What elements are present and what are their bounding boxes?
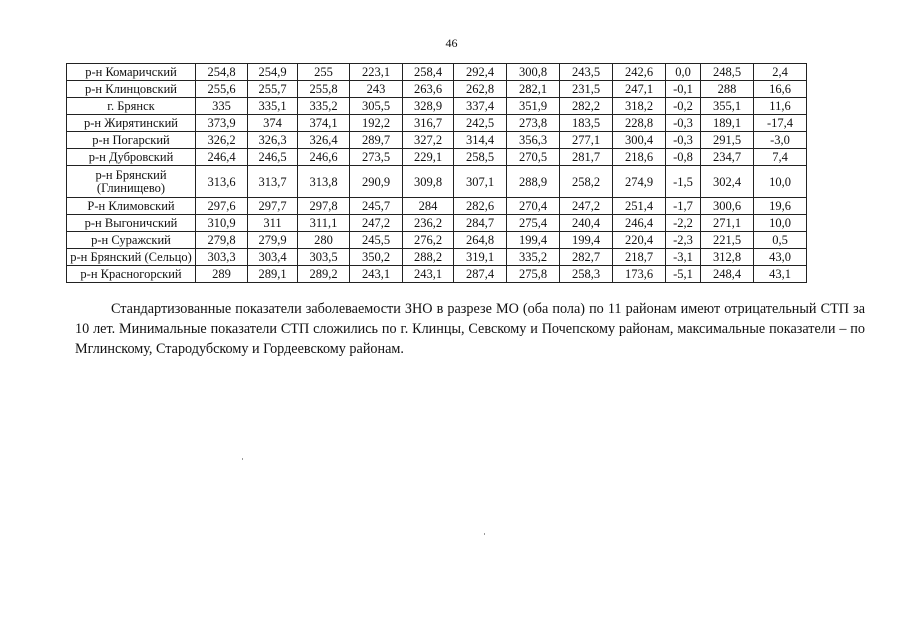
value-cell: 303,4 <box>248 249 298 266</box>
district-name-cell: Р-н Климовский <box>67 198 196 215</box>
district-name-cell: р-н Комаричский <box>67 64 196 81</box>
value-cell: 218,7 <box>613 249 666 266</box>
value-cell: 282,7 <box>560 249 613 266</box>
value-cell: 282,2 <box>560 98 613 115</box>
value-cell: 309,8 <box>403 166 454 198</box>
value-cell: 246,4 <box>613 215 666 232</box>
value-cell: 255,8 <box>298 81 350 98</box>
value-cell: 0,5 <box>754 232 807 249</box>
value-cell: 234,7 <box>701 149 754 166</box>
value-cell: 247,2 <box>350 215 403 232</box>
scan-speck <box>242 458 243 460</box>
table-row <box>67 64 807 81</box>
value-cell: 255,6 <box>196 81 248 98</box>
value-cell: 255,7 <box>248 81 298 98</box>
value-cell: 300,8 <box>507 64 560 81</box>
value-cell: 356,3 <box>507 132 560 149</box>
table-row <box>67 81 807 98</box>
value-cell: -0,3 <box>666 132 701 149</box>
value-cell: 284,7 <box>454 215 507 232</box>
value-cell: 270,5 <box>507 149 560 166</box>
table-row <box>67 98 807 115</box>
body-paragraph <box>75 299 865 359</box>
paragraph-text: Стандартизованные показатели заболеваемости ЗНО в разрезе МО (оба пола) по 11 районам имеют отрицательный СТП за 10 лет. Минимальные показатели СТП сложились по г. Клинцы, Севскому и Почепскому районам, максимальные показатели – по Мглинскому, Стародубскому и Гордеевскому районам. <box>75 301 865 357</box>
value-cell: 173,6 <box>613 266 666 283</box>
value-cell: 248,4 <box>701 266 754 283</box>
value-cell: 246,4 <box>196 149 248 166</box>
value-cell: 19,6 <box>754 198 807 215</box>
value-cell: 218,6 <box>613 149 666 166</box>
district-name-cell: р-н Брянский (Глинищево) <box>67 166 196 198</box>
district-name-cell: р-н Жирятинский <box>67 115 196 132</box>
value-cell: 302,4 <box>701 166 754 198</box>
value-cell: 245,5 <box>350 232 403 249</box>
value-cell: -1,7 <box>666 198 701 215</box>
value-cell: -3,1 <box>666 249 701 266</box>
value-cell: 10,0 <box>754 166 807 198</box>
page-number: 46 <box>445 36 458 50</box>
district-name-cell: р-н Дубровский <box>67 149 196 166</box>
value-cell: 355,1 <box>701 98 754 115</box>
value-cell: 305,5 <box>350 98 403 115</box>
value-cell: 258,3 <box>560 266 613 283</box>
value-cell: 242,5 <box>454 115 507 132</box>
value-cell: 280 <box>298 232 350 249</box>
table-row <box>67 266 807 283</box>
district-name-cell: р-н Брянский (Сельцо) <box>67 249 196 266</box>
value-cell: 326,4 <box>298 132 350 149</box>
value-cell: 246,6 <box>298 149 350 166</box>
value-cell: -0,2 <box>666 98 701 115</box>
value-cell: 276,2 <box>403 232 454 249</box>
value-cell: 243,1 <box>403 266 454 283</box>
table-row <box>67 115 807 132</box>
value-cell: 16,6 <box>754 81 807 98</box>
value-cell: 246,5 <box>248 149 298 166</box>
table-row <box>67 198 807 215</box>
value-cell: 292,4 <box>454 64 507 81</box>
value-cell: 275,4 <box>507 215 560 232</box>
value-cell: 258,2 <box>560 166 613 198</box>
value-cell: 264,8 <box>454 232 507 249</box>
value-cell: 284 <box>403 198 454 215</box>
value-cell: 220,4 <box>613 232 666 249</box>
value-cell: 312,8 <box>701 249 754 266</box>
value-cell: 290,9 <box>350 166 403 198</box>
value-cell: 275,8 <box>507 266 560 283</box>
value-cell: 289,7 <box>350 132 403 149</box>
value-cell: 236,2 <box>403 215 454 232</box>
value-cell: -0,1 <box>666 81 701 98</box>
table-row <box>67 149 807 166</box>
value-cell: 277,1 <box>560 132 613 149</box>
value-cell: 240,4 <box>560 215 613 232</box>
value-cell: 282,6 <box>454 198 507 215</box>
value-cell: 254,8 <box>196 64 248 81</box>
value-cell: 247,1 <box>613 81 666 98</box>
value-cell: 314,4 <box>454 132 507 149</box>
value-cell: 300,4 <box>613 132 666 149</box>
value-cell: -2,2 <box>666 215 701 232</box>
value-cell: 326,2 <box>196 132 248 149</box>
value-cell: 311,1 <box>298 215 350 232</box>
value-cell: 231,5 <box>560 81 613 98</box>
value-cell: 254,9 <box>248 64 298 81</box>
district-name-cell: р-н Красногорский <box>67 266 196 283</box>
value-cell: 281,7 <box>560 149 613 166</box>
value-cell: 251,4 <box>613 198 666 215</box>
value-cell: 271,1 <box>701 215 754 232</box>
value-cell: -1,5 <box>666 166 701 198</box>
table-row <box>67 249 807 266</box>
value-cell: 10,0 <box>754 215 807 232</box>
table-row <box>67 166 807 198</box>
value-cell: 313,6 <box>196 166 248 198</box>
value-cell: 273,5 <box>350 149 403 166</box>
value-cell: -2,3 <box>666 232 701 249</box>
value-cell: 223,1 <box>350 64 403 81</box>
value-cell: 43,0 <box>754 249 807 266</box>
value-cell: 311 <box>248 215 298 232</box>
value-cell: 307,1 <box>454 166 507 198</box>
value-cell: 192,2 <box>350 115 403 132</box>
incidence-table <box>66 63 807 283</box>
value-cell: 199,4 <box>507 232 560 249</box>
value-cell: 335,2 <box>298 98 350 115</box>
value-cell: 297,7 <box>248 198 298 215</box>
value-cell: -0,8 <box>666 149 701 166</box>
value-cell: -5,1 <box>666 266 701 283</box>
table-row <box>67 132 807 149</box>
value-cell: 279,8 <box>196 232 248 249</box>
value-cell: 189,1 <box>701 115 754 132</box>
scan-speck <box>484 533 485 535</box>
value-cell: 247,2 <box>560 198 613 215</box>
value-cell: 300,6 <box>701 198 754 215</box>
value-cell: 229,1 <box>403 149 454 166</box>
value-cell: -17,4 <box>754 115 807 132</box>
table-row <box>67 232 807 249</box>
value-cell: 289 <box>196 266 248 283</box>
value-cell: 374,1 <box>298 115 350 132</box>
district-name-cell: р-н Выгоничский <box>67 215 196 232</box>
value-cell: 183,5 <box>560 115 613 132</box>
value-cell: 303,3 <box>196 249 248 266</box>
value-cell: 2,4 <box>754 64 807 81</box>
value-cell: 0,0 <box>666 64 701 81</box>
value-cell: 335 <box>196 98 248 115</box>
value-cell: 243 <box>350 81 403 98</box>
value-cell: 337,4 <box>454 98 507 115</box>
value-cell: 310,9 <box>196 215 248 232</box>
value-cell: 288,9 <box>507 166 560 198</box>
value-cell: 270,4 <box>507 198 560 215</box>
value-cell: 282,1 <box>507 81 560 98</box>
value-cell: 297,8 <box>298 198 350 215</box>
value-cell: 288,2 <box>403 249 454 266</box>
table-row <box>67 215 807 232</box>
value-cell: 297,6 <box>196 198 248 215</box>
value-cell: 199,4 <box>560 232 613 249</box>
value-cell: 313,7 <box>248 166 298 198</box>
value-cell: 335,2 <box>507 249 560 266</box>
value-cell: 291,5 <box>701 132 754 149</box>
value-cell: 263,6 <box>403 81 454 98</box>
value-cell: 350,2 <box>350 249 403 266</box>
value-cell: 273,8 <box>507 115 560 132</box>
district-name-cell: г. Брянск <box>67 98 196 115</box>
district-name-cell: р-н Погарский <box>67 132 196 149</box>
value-cell: 255 <box>298 64 350 81</box>
value-cell: 243,1 <box>350 266 403 283</box>
value-cell: -3,0 <box>754 132 807 149</box>
value-cell: 245,7 <box>350 198 403 215</box>
value-cell: 289,1 <box>248 266 298 283</box>
value-cell: 326,3 <box>248 132 298 149</box>
value-cell: 243,5 <box>560 64 613 81</box>
value-cell: 11,6 <box>754 98 807 115</box>
value-cell: 313,8 <box>298 166 350 198</box>
value-cell: 248,5 <box>701 64 754 81</box>
value-cell: 351,9 <box>507 98 560 115</box>
value-cell: -0,3 <box>666 115 701 132</box>
value-cell: 43,1 <box>754 266 807 283</box>
value-cell: 328,9 <box>403 98 454 115</box>
value-cell: 319,1 <box>454 249 507 266</box>
value-cell: 242,6 <box>613 64 666 81</box>
value-cell: 274,9 <box>613 166 666 198</box>
district-name-cell: р-н Клинцовский <box>67 81 196 98</box>
value-cell: 335,1 <box>248 98 298 115</box>
value-cell: 327,2 <box>403 132 454 149</box>
value-cell: 318,2 <box>613 98 666 115</box>
value-cell: 374 <box>248 115 298 132</box>
value-cell: 262,8 <box>454 81 507 98</box>
value-cell: 228,8 <box>613 115 666 132</box>
value-cell: 258,4 <box>403 64 454 81</box>
value-cell: 287,4 <box>454 266 507 283</box>
value-cell: 258,5 <box>454 149 507 166</box>
value-cell: 373,9 <box>196 115 248 132</box>
value-cell: 289,2 <box>298 266 350 283</box>
value-cell: 303,5 <box>298 249 350 266</box>
value-cell: 279,9 <box>248 232 298 249</box>
value-cell: 316,7 <box>403 115 454 132</box>
value-cell: 221,5 <box>701 232 754 249</box>
district-name-cell: р-н Суражский <box>67 232 196 249</box>
value-cell: 288 <box>701 81 754 98</box>
value-cell: 7,4 <box>754 149 807 166</box>
table-body <box>67 64 807 283</box>
